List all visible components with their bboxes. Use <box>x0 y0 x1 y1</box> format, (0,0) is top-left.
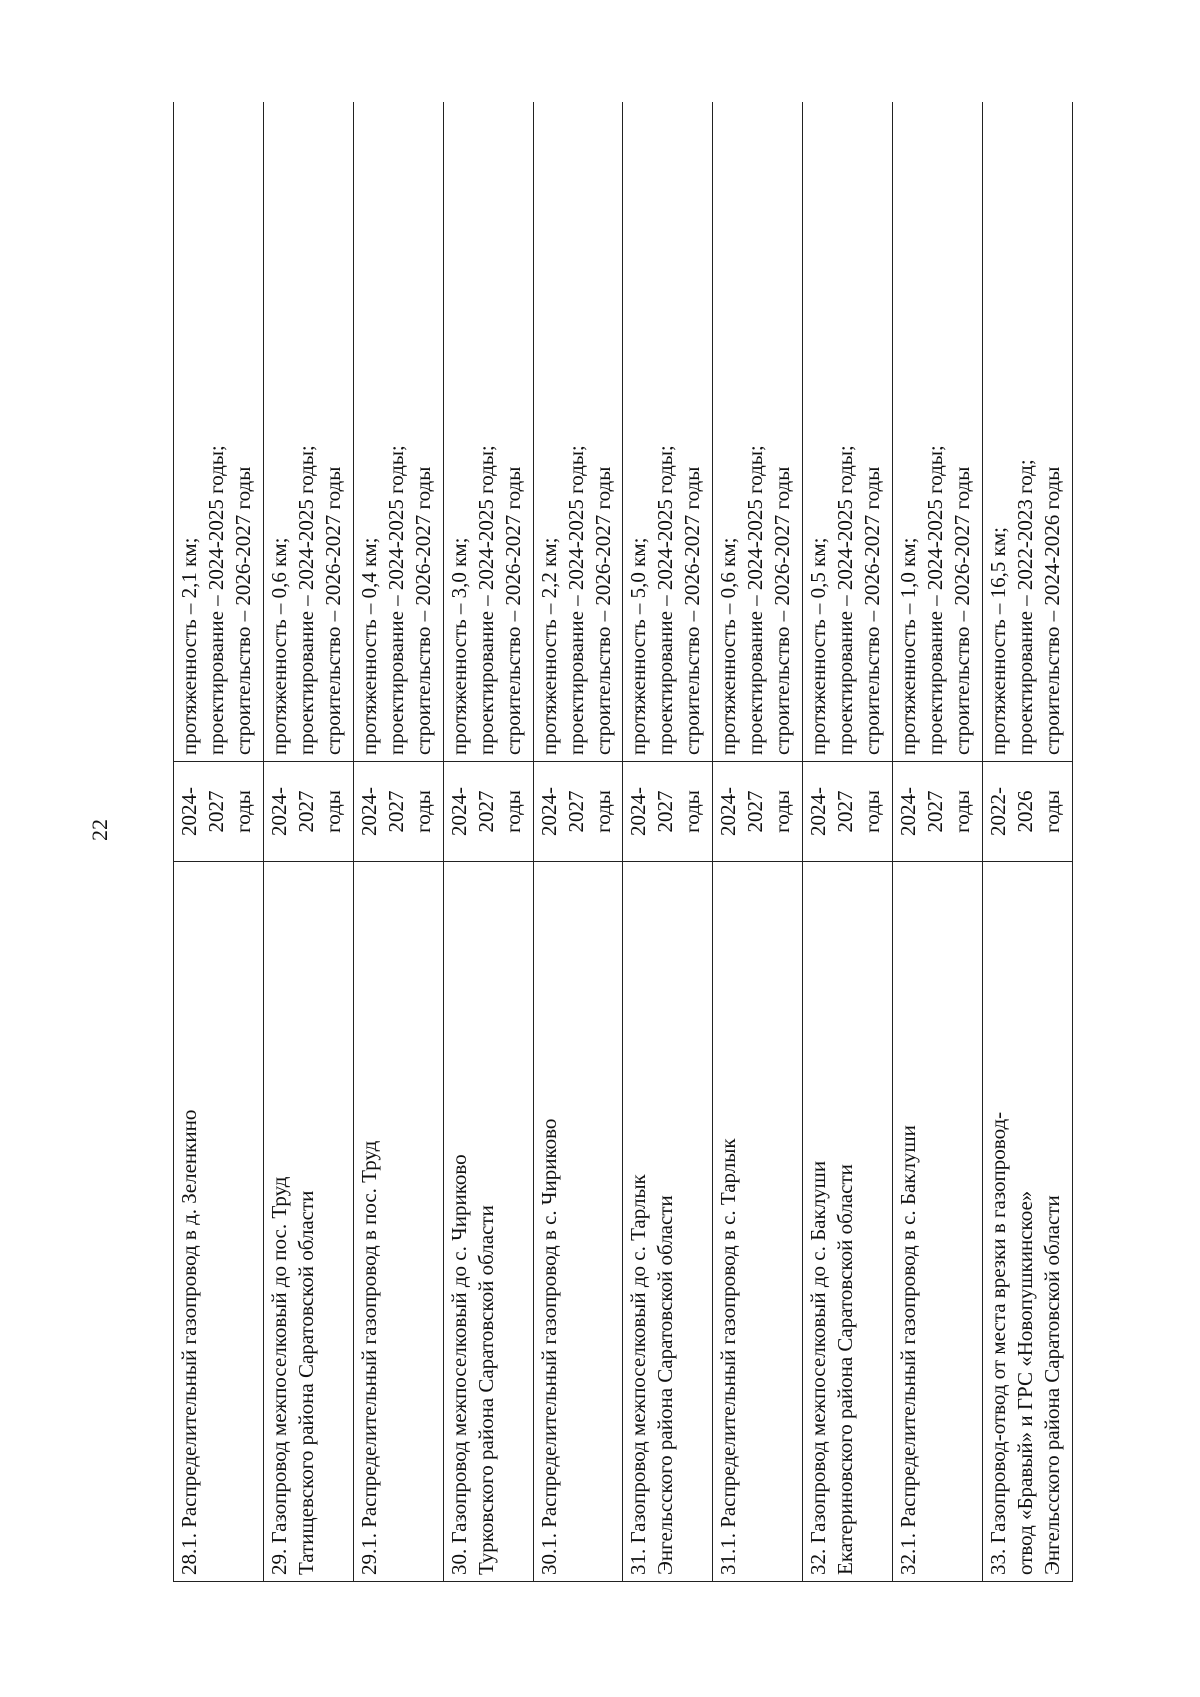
object-name-line: 29.1. Распределительный газопровод в пос. Труд <box>356 1140 381 1575</box>
parameter-line: строительство – 2026-2027 годы <box>770 466 795 755</box>
parameters-cell <box>623 102 713 762</box>
parameter-line: протяженность – 1,0 км; <box>896 537 921 755</box>
object-name-cell <box>174 862 264 1582</box>
years-cell <box>803 762 893 862</box>
years-line: годы <box>590 790 615 833</box>
object-name-line: Турковского района Саратовской области <box>473 1205 498 1575</box>
object-name-line: 30.1. Распределительный газопровод в с. Чириково <box>536 1118 561 1575</box>
years-cell <box>623 762 713 862</box>
parameter-line: строительство – 2026-2027 годы <box>500 466 525 755</box>
object-name-cell <box>353 862 443 1582</box>
object-name-line: Энгельсского района Саратовской области <box>653 1195 678 1575</box>
object-name-line: Екатериновского района Саратовской области <box>833 1164 858 1575</box>
table-row <box>353 102 443 1582</box>
object-name-line: Татищевского района Саратовской области <box>293 1190 318 1575</box>
years-cell <box>353 762 443 862</box>
object-name-line: Энгельсского района Саратовской области <box>1040 1195 1065 1575</box>
parameter-line: протяженность – 0,4 км; <box>356 537 381 755</box>
years-line: 2024-2027 <box>356 787 408 836</box>
table-body <box>174 102 1073 1582</box>
rotated-table-container <box>173 102 1073 1582</box>
years-line: 2024-2027 <box>716 787 768 836</box>
object-name-cell <box>443 862 533 1582</box>
years-cell <box>893 762 983 862</box>
years-cell <box>533 762 623 862</box>
table-row <box>533 102 623 1582</box>
parameter-line: строительство – 2026-2027 годы <box>231 466 255 755</box>
object-name-cell <box>803 862 893 1582</box>
parameter-line: протяженность – 0,5 км; <box>806 537 831 755</box>
years-line: 2024-2027 <box>896 787 948 836</box>
parameter-line: строительство – 2026-2027 годы <box>590 466 615 755</box>
parameter-line: проектирование – 2024-2025 годы; <box>923 445 948 755</box>
parameter-line: проектирование – 2022-2023 год; <box>1013 459 1038 755</box>
years-cell <box>443 762 533 862</box>
object-name-line: 31.1. Распределительный газопровод в с. Тарлык <box>716 1138 741 1575</box>
object-name-cell <box>893 862 983 1582</box>
document-table-region <box>173 102 1073 1582</box>
years-cell <box>174 762 264 862</box>
object-name-cell <box>263 862 353 1582</box>
gas-pipeline-table <box>173 102 1073 1582</box>
years-cell <box>983 762 1073 862</box>
table-row <box>713 102 803 1582</box>
parameter-line: проектирование – 2024-2025 годы; <box>293 445 318 755</box>
parameter-line: протяженность – 3,0 км; <box>446 537 471 755</box>
parameter-line: строительство – 2024-2026 годы <box>1040 466 1065 755</box>
object-name-line: 30. Газопровод межпоселковый до с. Чириково <box>446 1154 471 1575</box>
page-number: 22 <box>87 819 112 841</box>
parameters-cell <box>713 102 803 762</box>
table-row <box>893 102 983 1582</box>
years-line: годы <box>860 790 885 833</box>
parameters-cell <box>263 102 353 762</box>
years-line: годы <box>1040 790 1065 833</box>
table-row <box>623 102 713 1582</box>
years-line: 2024-2027 <box>536 787 588 836</box>
parameters-cell <box>893 102 983 762</box>
parameter-line: протяженность – 2,1 км; <box>177 537 201 755</box>
years-line: годы <box>410 790 435 833</box>
object-name-line: 32.1. Распределительный газопровод в с. Баклуши <box>896 1125 921 1575</box>
parameter-line: строительство – 2026-2027 годы <box>680 466 705 755</box>
object-name-line: 32. Газопровод межпоселковый до с. Баклуши <box>806 1160 831 1575</box>
table-row <box>803 102 893 1582</box>
years-line: 2024-2027 <box>626 787 678 836</box>
parameter-line: проектирование – 2024-2025 годы; <box>833 445 858 755</box>
years-line: 2024-2027 <box>446 787 498 836</box>
object-name-line: 33. Газопровод-отвод от места врезки в газопровод- <box>986 1111 1011 1575</box>
object-name-cell <box>983 862 1073 1582</box>
object-name-line: отвод «Бравый» и ГРС «Новопушкинское» <box>1013 1190 1038 1575</box>
years-cell <box>263 762 353 862</box>
parameters-cell <box>443 102 533 762</box>
parameters-cell <box>533 102 623 762</box>
years-line: годы <box>500 790 525 833</box>
years-line: годы <box>950 790 975 833</box>
parameter-line: проектирование – 2024-2025 годы; <box>653 445 678 755</box>
parameter-line: протяженность – 0,6 км; <box>716 537 741 755</box>
parameters-cell <box>353 102 443 762</box>
parameter-line: строительство – 2026-2027 годы <box>410 466 435 755</box>
years-line: 2024-2027 <box>806 787 858 836</box>
parameter-line: строительство – 2026-2027 годы <box>860 466 885 755</box>
object-name-cell <box>533 862 623 1582</box>
years-line: годы <box>680 790 705 833</box>
table-row <box>174 102 264 1582</box>
parameter-line: протяженность – 0,6 км; <box>266 537 291 755</box>
parameters-cell <box>803 102 893 762</box>
parameters-cell <box>174 102 264 762</box>
years-line: 2022-2026 <box>986 787 1038 836</box>
parameter-line: проектирование – 2024-2025 годы; <box>473 445 498 755</box>
parameter-line: строительство – 2026-2027 годы <box>320 466 345 755</box>
parameter-line: протяженность – 5,0 км; <box>626 537 651 755</box>
object-name-cell <box>713 862 803 1582</box>
years-cell <box>713 762 803 862</box>
parameter-line: проектирование – 2024-2025 годы; <box>563 445 588 755</box>
parameter-line: проектирование – 2024-2025 годы; <box>743 445 768 755</box>
parameter-line: протяженность – 2,2 км; <box>536 537 561 755</box>
object-name-line: 28.1. Распределительный газопровод в д. Зеленкино <box>177 1109 201 1575</box>
table-row <box>263 102 353 1582</box>
parameter-line: строительство – 2026-2027 годы <box>950 466 975 755</box>
object-name-line: 29. Газопровод межпоселковый до пос. Труд <box>266 1176 291 1575</box>
years-line: 2024-2027 <box>177 787 228 836</box>
years-line: годы <box>770 790 795 833</box>
years-line: 2024-2027 <box>266 787 318 836</box>
parameter-line: проектирование – 2024-2025 годы; <box>204 445 228 755</box>
object-name-cell <box>623 862 713 1582</box>
object-name-line: 31. Газопровод межпоселковый до с. Тарлык <box>626 1174 651 1575</box>
parameter-line: проектирование – 2024-2025 годы; <box>383 445 408 755</box>
table-row <box>983 102 1073 1582</box>
years-line: годы <box>231 790 255 833</box>
parameters-cell <box>983 102 1073 762</box>
table-row <box>443 102 533 1582</box>
years-line: годы <box>320 790 345 833</box>
parameter-line: протяженность – 16,5 км; <box>986 527 1011 755</box>
